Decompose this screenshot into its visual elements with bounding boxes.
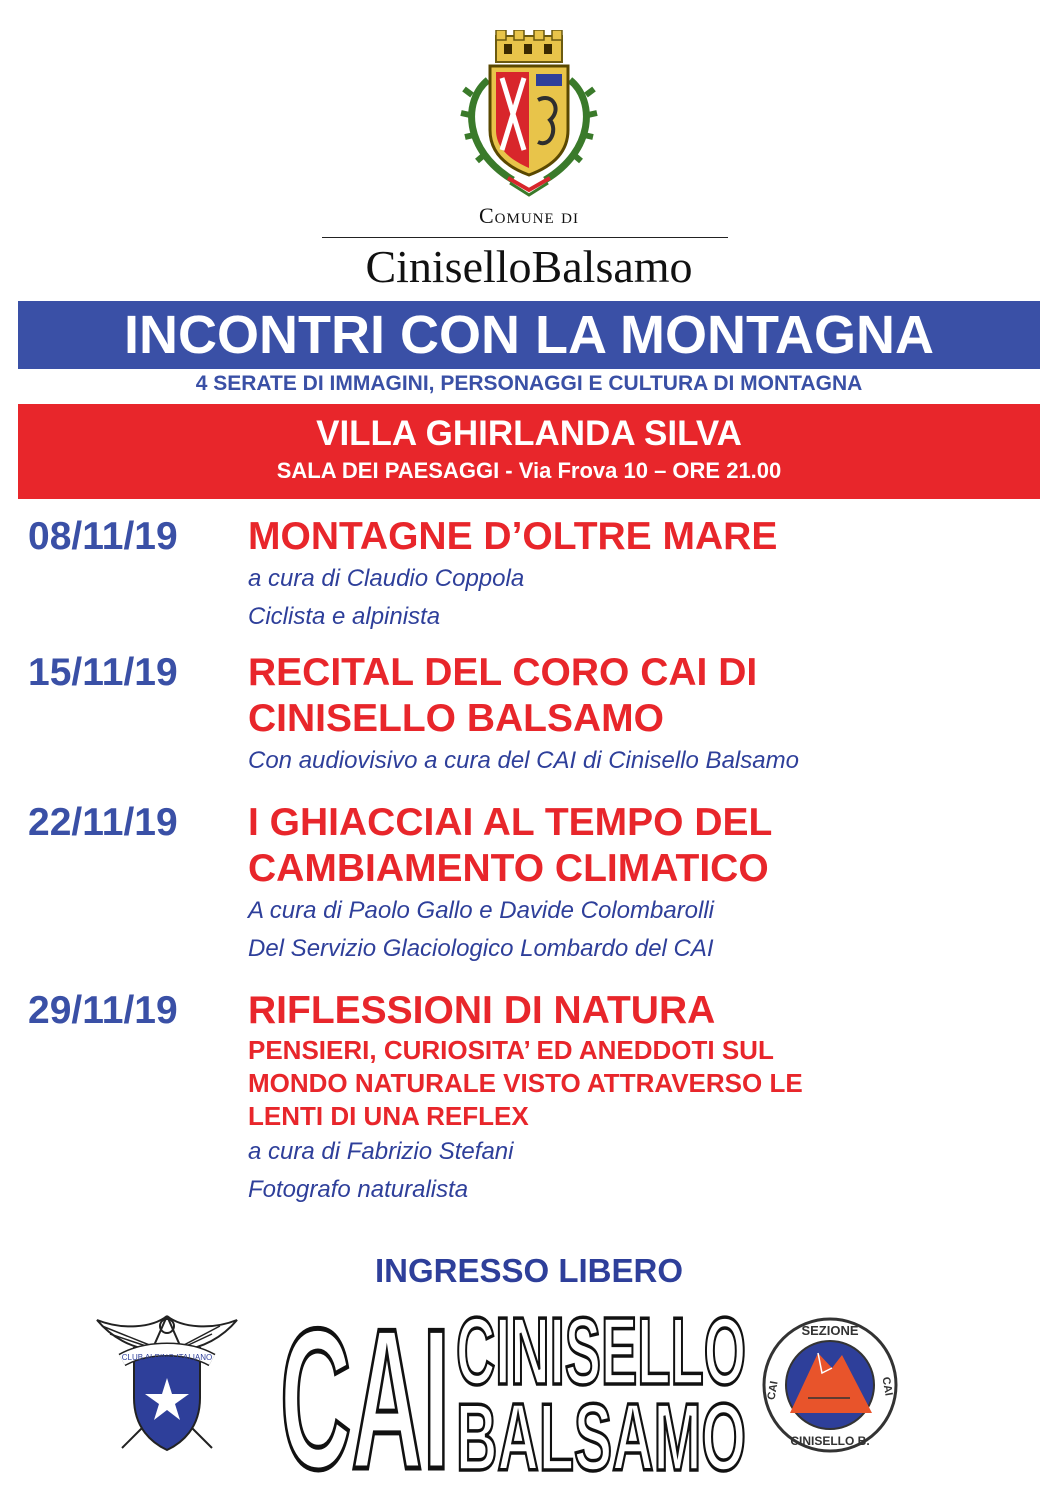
cai-cinisello-balsamo-logo	[278, 1300, 758, 1480]
event-date: 22/11/19	[28, 801, 178, 844]
event-info: Del Servizio Glaciologico Lombardo del CAI	[248, 935, 714, 962]
event-title: RIFLESSIONI DI NATURA	[248, 989, 716, 1032]
event-description: PENSIERI, CURIOSITA’ ED ANEDDOTI SUL	[248, 1035, 774, 1065]
comune-di-label: Comune di	[479, 203, 579, 228]
event-title: CAMBIAMENTO CLIMATICO	[248, 847, 769, 890]
main-title: INCONTRI CON LA MONTAGNA	[124, 305, 934, 365]
venue-name: VILLA GHIRLANDA SILVA	[316, 414, 742, 453]
cai-cinisello-text: CINISELLO	[456, 1300, 746, 1405]
event-info: a cura di Fabrizio Stefani	[248, 1138, 514, 1165]
cai-section-badge	[760, 1313, 900, 1458]
cai-balsamo-text: BALSAMO	[456, 1384, 746, 1480]
event-description: MONDO NATURALE VISTO ATTRAVERSO LE	[248, 1068, 803, 1098]
event-description: LENTI DI UNA REFLEX	[248, 1101, 529, 1131]
event-title: RECITAL DEL CORO CAI DI	[248, 651, 758, 694]
event-info: Con audiovisivo a cura del CAI di Cinisello Balsamo	[248, 747, 799, 774]
city-crest-icon	[458, 30, 600, 200]
event-date: 15/11/19	[28, 651, 178, 694]
club-alpino-italiano-logo	[92, 1308, 242, 1458]
event-info: A cura di Paolo Gallo e Davide Colombarolli	[248, 897, 715, 924]
event-info: Ciclista e alpinista	[248, 603, 441, 630]
venue-details: SALA DEI PAESAGGI - Via Frova 10 – ORE 21.00	[276, 458, 782, 483]
event-title: MONTAGNE D’OLTRE MARE	[248, 515, 778, 558]
event-info: a cura di Claudio Coppola	[248, 565, 525, 592]
club-alpino-text: CLUB ALPINO ITALIANO	[121, 1353, 213, 1362]
event-info: Fotografo naturalista	[248, 1176, 469, 1203]
badge-bottom-text: CINISELLO B.	[790, 1434, 870, 1448]
event-title: I GHIACCIAI AL TEMPO DEL	[248, 801, 773, 844]
badge-top-text: SEZIONE	[801, 1323, 859, 1338]
free-entry-label: INGRESSO LIBERO	[374, 1252, 684, 1289]
comune-name: CiniselloBalsamo	[365, 241, 693, 292]
header-divider	[322, 237, 728, 238]
event-title: CINISELLO BALSAMO	[248, 697, 664, 740]
event-date: 08/11/19	[28, 515, 178, 558]
main-title-band	[18, 301, 1040, 369]
venue-band	[18, 404, 1040, 499]
cai-logo-text: CAI	[280, 1300, 450, 1480]
badge-left-text: CAI	[765, 1380, 781, 1401]
event-date: 29/11/19	[28, 989, 178, 1032]
badge-right-text: CAI	[879, 1376, 895, 1397]
subtitle: 4 SERATE DI IMMAGINI, PERSONAGGI E CULTURA DI MONTAGNA	[195, 372, 863, 395]
